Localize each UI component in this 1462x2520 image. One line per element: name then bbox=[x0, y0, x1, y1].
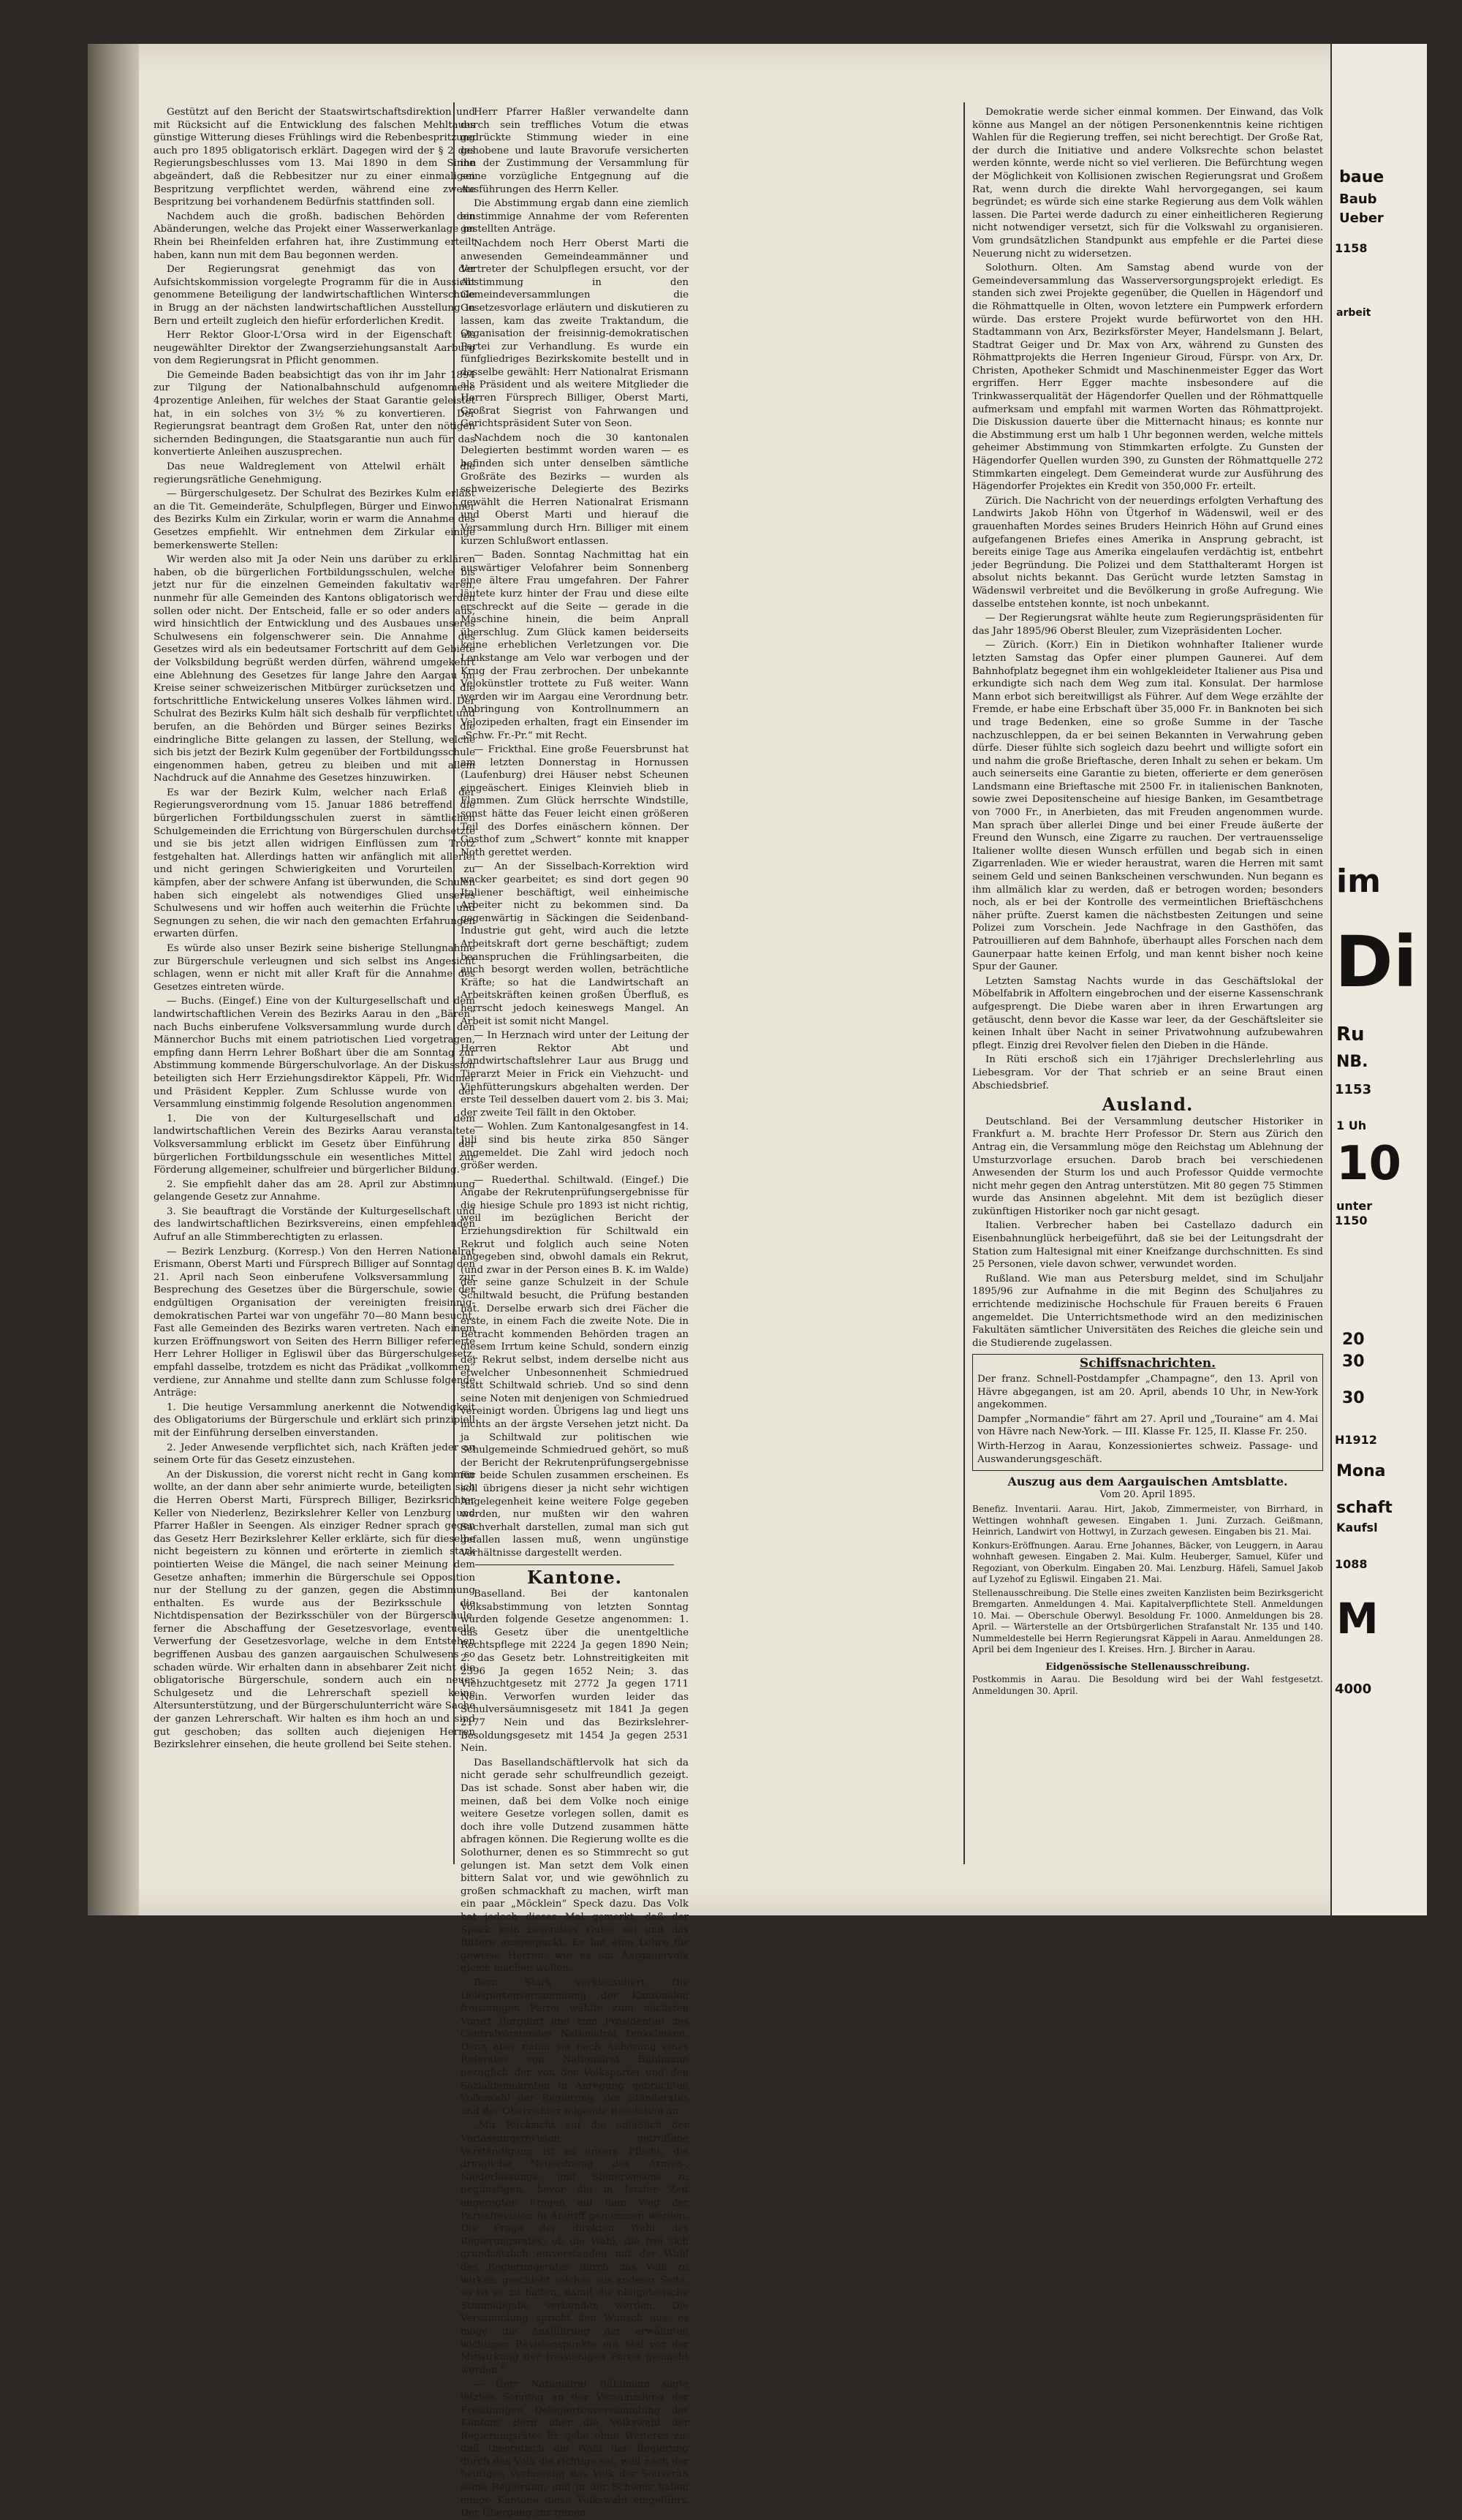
paragraph: Gestützt auf den Bericht der Staatswirtschaftsdirektion und mit Rücksicht auf die Entwicklung des falschen Mehltaues günstige Witterung dieses Frühlings wird die Rebenbespritzung auch pro 1895 obligatorisch erklärt. Dagegen wird der § 2 des Regierungsbeschlusses vom 13. Mai 1890 in dem Sinne abgeändert, daß die Rebbesitzer nur zu einer einmaligen Bespritzung verpflichtet werden, während eine zweite Bespritzung bei vorhandenem Bedürfnis stattfinden soll. bbox=[154, 107, 475, 208]
column-divider bbox=[963, 102, 965, 1864]
gazette-extract-date: Vom 20. April 1895. bbox=[1099, 1488, 1196, 1500]
advertisement-fragment: Baub bbox=[1339, 192, 1377, 207]
binding-gutter bbox=[88, 44, 139, 1915]
paragraph: Solothurn. Olten. Am Samstag abend wurde von der Gemeindeversammlung das Wasserversorgungsprojekt erledigt. Es standen sich zwei Projekte gegenüber, die Quellen in Hägendorf und die Röhmattquelle in Olten, wovon letztere ein Pumpwerk erfordern würde. Das erstere Projekt wurde befürwortet von den HH. Stadtammann von Arx, Bezirksförster Meyer, Handelsmann J. Belart, Stadtrat Geiger und Dr. Max von Arx, während zu Gunsten des Röhmattprojekts die Herren Ingenieur Giroud, Fürspr. von Arx, Dr. Christen, Apotheker Schmidt und Maschinenmeister Egger das Wort ergriffen. Herr Egger machte insbesondere auf die Trinkwasserqualität der Hägendorfer Quellen und der Röhmattquelle aufmerksam und empfahl mit warmen Worten das Röhmattprojekt. Die Diskussion dauerte über die Mitternacht hinaus; es konnte nur die Abstimmung erst um halb 1 Uhr begonnen werden, welche mittels geheimer Abstimmung von Stimmkarten erfolgte. Zu Gunsten der Hägendorfer Quellen wurden 390, zu Gunsten der Röhmattquelle 272 Stimmkarten eingelegt. Dem Gemeinderat wurde zur Ausführung des Hägendorfer Projektes ein Kredit von 350,000 Fr. erteilt. bbox=[972, 262, 1323, 493]
advertisement-fragment: NB. bbox=[1336, 1053, 1368, 1071]
paragraph: Es war der Bezirk Kulm, welcher nach Erlaß der Regierungsverordnung vom 15. Januar 1886 betreffend die bürgerlichen Fortbildungsschulen zuerst in sämtlichen Schulgemeinden die Errichtung von Bürgerschulen durchsetzte und sie bis jetzt allen widrigen Einflüssen zum Trotz festgehalten hat. Allerdings hatten wir anfänglich mit allerlei und nicht geringen Schwierigkeiten und Vorurteilen zu kämpfen, aber der schwere Anfang ist überwunden, die Schulen haben sich eingelebt als notwendiges Glied unseres Schulwesens und wir hoffen auch weiterhin die Früchte und Segnungen zu sehen, die wir nach den gemachten Erfahrungen erwarten dürfen. bbox=[154, 787, 475, 940]
section-heading-ausland: Ausland. bbox=[1102, 1094, 1194, 1116]
paragraph: Demokratie werde sicher einmal kommen. Der Einwand, das Volk könne aus Mangel an der nötigen Personenkenntnis keine richtigen Wahlen für die Regierung treffen, sei nicht berechtigt. Der Große Rat, der durch die Initiative und andere Volksrechte schon belastet werden könnte, werde nicht so viel verlieren. Die Befürchtung wegen der Möglichkeit von Kollisionen zwischen Regierungsrat und Großem Rat, wenn durch die direkte Wahl hervorgegangen, sei kaum begründet; es würde sich eine starke Regierung aus dem Volk wählen lassen. Die Partei werde dadurch zu einer einheitlicheren Regierung nicht notwendiger versetzt, sich für die Volkswahl zu organisieren. Vom grundsätzlichen Standpunkt aus empfehle er die Partei diese Neuerung nicht zu widersetzen. bbox=[972, 107, 1323, 260]
paragraph: — Wohlen. Zum Kantonalgesangfest in 14. Juli sind bis heute zirka 850 Sänger angemeldet. Die Zahl wird jedoch noch größer werden. bbox=[461, 1121, 689, 1172]
advertisement-fragment: 20 bbox=[1342, 1331, 1365, 1349]
paragraph: Das Basellandschäftlervolk hat sich da nicht gerade sehr schulfreundlich gezeigt. Das ist schade. Sonst aber haben wir, die meinen, daß bei dem Volke noch einige weitere Gesetze vorlegen sollen, damit es doch ihre volle Dutzend zusammen hätte abfragen können. Die Regierung wollte es die Solothurner, denen es so Stimmrecht so gut gelungen ist. Man setzt dem Volk einen bittern Salat vor, und wie gewöhnlich zu großen schmackhaft zu machen, wirft man ein paar „Möcklein“ Speck dazu. Das Volk hat jedoch dieses Mal gemerkt, daß der Speck kein besonders Gutes sei und das Bittere ausgespuckt. Es hat eine Lehre für gewisse Herren, wie es am Aargauervolk gleich machen wollen. bbox=[461, 1757, 689, 1975]
advertisement-fragment: 1150 bbox=[1335, 1214, 1368, 1227]
paragraph: — Zürich. (Korr.) Ein in Dietikon wohnhafter Italiener wurde letzten Samstag das Opfer einer plumpen Gaunerei. Auf dem Bahnhofplatz begegnet ihm ein wohlgekleideter Italiener aus Pisa und erkundigte sich nach dem Weg zum ital. Konsulat. Der harmlose Mann erbot sich bereitwilligst als Führer. Auf dem Wege erzählte der Fremde, er habe eine Erbschaft über 35,000 Fr. in Banknoten bei sich und trage Bedenken, eine so große Summe in der Tasche nachzuschleppen, da er bei seinen Bekannten in Verwahrung geben dürfe. Dieser fühlte sich sogleich dazu beehrt und willigte sofort ein und nahm die große Brieftasche, deren Inhalt zu sehen er bekam. Um auch seinerseits eine Garantie zu bieten, offerierte er dem generösen Landsmann eine Brieftasche mit 2500 Fr. in italienischen Banknoten, sowie zwei Depositenscheine auf hiesige Banken, im Gesamtbetrage von 7000 Fr., in Anerbieten, das mit Freuden angenommen wurde. Man sprach über allerlei Dinge und bei einer Freude äußerte der Freund den Wunsch, eine Zigarre zu rauchen. Der vertrauensselige Italiener wollte diesen Wunsch erfüllen und begab sich in einen Zigarrenladen. Wie er wieder heraustrat, waren die Herren mit samt seinem Geld und seinen Bankscheinen verschwunden. Nun begann es ihm allmälich klar zu werden, daß er betrogen worden; besonders noch, als er bei der Kontrolle des vermeintlichen Brieftäschchens näher prüfte. Zuerst kamen die nächstbesten Zeitungen und seine Polizei zum Vorschein. Jede Nachfrage in den Gasthöfen, das Patrouillieren auf dem Bahnhofe, überhaupt alles Forschen nach dem Gaunerpaar hatte keinen Erfolg, und man kennt bisher noch keine Spur der Gauner. bbox=[972, 640, 1323, 973]
advertisement-fragment: baue bbox=[1339, 168, 1385, 186]
paragraph: „Mit Rücksicht auf die anläßlich der Verfassungsrevision getroffene Verständigung ist es unsere Pflicht, die dringliche Neuordnung des Armen-, Niederlassungs- und Steuerwesens zu begünstigen, bevor die in letzter Zeit angeregten Fragen auf dem Weg der Partialrevision in Angriff genommen werden. Die Frage der direkten Wahl des Regierungsrates, ob die Wahl, die frei sich grundsätzlich einverstanden mit der Wahl des Regierungsrates durch das Volk zu wirken, geschieht solches aus anderer Seite, so ist es zu halten, damit die obligatorische Stimmabgabe verbunden werden. Die Versammlung spricht den Wunsch aus, es möge die Ausführung der erwähnten wichtigen Revisionspunkte ein Mal vor der Mitwirkung der freisinnigen Partei gemacht werden.“ bbox=[461, 2120, 689, 2376]
paragraph: — Buchs. (Eingef.) Eine von der Kulturgesellschaft und dem landwirtschaftlichen Verein des Bezirks Aarau in den „Bären“ nach Buchs einberufene Volksversammlung wurde durch den Männerchor Buchs mit einem patriotischen Lied vorgetragen, empfing dann Herrn Lehrer Boßhart über die am Sonntag zur Abstimmung kommende Bürgerschulvorlage. An der Diskussion beteiligten sich Herr Erziehungsdirektor Käppeli, Pfr. Widmer und Präsident Keppler. Zum Schlusse wurde von der Versammlung einstimmig folgende Resolution angenommen: bbox=[154, 996, 475, 1110]
paragraph: An der Diskussion, die vorerst nicht recht in Gang kommen wollte, an der dann aber sehr animierte wurde, beteiligten sich die Herren Oberst Marti, Fürsprech Billiger, Bezirksrichter Keller von Niederlenz, Bezirkslehrer Keller von Lenzburg und Pfarrer Haßler in Seengen. Als einziger Redner sprach gegen das Gesetz Herr Bezirkslehrer Keller erklärte, sich für dieselbe nicht begeistern zu können und erörterte in ziemlich stark pointierten Weise die Mängel, die nach seiner Meinung dem Gesetze anhaften; immerhin die Bürgerschule sei Opposition nur der Stellung zu der ganzen, gegen die Abstimmung enthalten. Es wurde aus der Bezirksschule die Nichtdispensation der Bezirksschüler von der Bürgerschule, ferner die Abschaffung der Gesetzesvorlage, eventuelle Verwerfung der Gesetzesvorlage, welche in dem Entstehen begriffenen Ausbau des ganzen aargauischen Schulwesens so schaden würde. Wir erhalten dann in absehbarer Zeit nicht die obligatorische Bürgerschule, sondern auch ein neues Schulgesetz und die Lehrerschaft speziell keine Altersunterstützung, und der Bürgerschulunterricht wäre Sache der ganzen Lehrerschaft. Wir halten es ihm hoch an und sind gut geschoben; das sollten auch diejenigen Herren Bezirkslehrer einsehen, die heute grollend bei Seite stehen. bbox=[154, 1469, 475, 1751]
paragraph: — Frickthal. Eine große Feuersbrunst hat am letzten Donnerstag in Hornussen (Laufenburg) drei Häuser nebst Scheunen eingeäschert. Einiges Kleinvieh blieb in Flammen. Zum Glück herrschte Windstille, sonst hätte das Feuer leicht einen größeren Teil des Dorfes einäschern können. Der Gasthof zum „Schwert“ konnte mit knapper Noth gerettet werden. bbox=[461, 744, 689, 858]
advertisement-fragment: Kaufsl bbox=[1336, 1521, 1378, 1535]
advertisement-fragment: 1 Uh bbox=[1336, 1119, 1367, 1132]
advertisement-fragment: Ueber bbox=[1339, 211, 1384, 226]
paragraph: — An der Sisselbach-Korrektion wird wacker gearbeitet; es sind dort gegen 90 Italiener beschäftigt, weil einheimische Arbeiter nicht zu bekommen sind. Da gegenwärtig in Säckingen die Seidenband-Industrie gut geht, wird auch die letzte Arbeitskraft dort gerne beschäftigt; zudem beanspruchen die Frühlingsarbeiten, die auch besorgt werden wollen, beträchtliche Kräfte; so hat die Landwirtschaft an Arbeitskräften keinen großen Überfluß, es herrscht jedoch keineswegs Mangel. An Arbeit ist somit nicht Mangel. bbox=[461, 861, 689, 1027]
advertisement-fragment: 30 bbox=[1342, 1389, 1365, 1407]
advertisement-fragment: H1912 bbox=[1335, 1433, 1377, 1447]
paragraph: Italien. Verbrecher haben bei Castellazo dadurch ein Eisenbahnunglück herbeigeführt, daß sie bei der Leitungsdraht der Station zum Haltesignal mit einer Kneifzange durchschnitten. Es sind 25 Personen, viele davon schwer, verwundet worden. bbox=[972, 1220, 1323, 1271]
paragraph: Baselland. Bei der kantonalen Volksabstimmung von letzten Sonntag wurden folgende Gesetze angenommen: 1. das Gesetz über die unentgeltliche Rechtspflege mit 2224 Ja gegen 1890 Nein; 2. das Gesetz betr. Lohnstreitigkeiten mit 2396 Ja gegen 1652 Nein; 3. das Viehzuchtgesetz mit 2772 Ja gegen 1711 Nein. Verworfen wurden leider das Schulversäumnisgesetz mit 1841 Ja gegen 2177 Nein und das Bezirkslehrer-Besoldungsgesetz mit 1454 Ja gegen 2531 Nein. bbox=[461, 1589, 689, 1755]
column-3 bbox=[972, 106, 1323, 1699]
paragraph: 3. Sie beauftragt die Vorstände der Kulturgesellschaft und des landwirtschaftlichen Bezirksvereins, einen empfehlenden Aufruf an alle Stimmberechtigten zu erlassen. bbox=[154, 1206, 475, 1244]
paragraph: Konkurs-Eröffnungen. Aarau. Erne Johannes, Bäcker, von Leuggern, in Aarau wohnhaft gewesen. Eingaben 2. Mai. Kulm. Heuberger, Samuel, Küfer und Regoziant, von Oberkulm. Eingaben 20. Mai. Lenzburg. Häfeli, Samuel Jakob auf Lyzehof zu Egliswil. Eingaben 21. Mai. bbox=[972, 1540, 1323, 1585]
gazette-items bbox=[972, 1504, 1323, 1697]
paragraph: Rußland. Wie man aus Petersburg meldet, sind im Schuljahr 1895/96 zur Aufnahme in die mit Beginn des Schuljahres zu errichtende medizinische Hochschule für Frauen bereits 6 Frauen angemeldet. Die Unterrichtsmethode wird an den medizinischen Fakultäten sämtlicher Universitäten des Reiches die gleiche sein und die Studierende zugelassen. bbox=[972, 1273, 1323, 1349]
advertisement-fragment: 1153 bbox=[1335, 1082, 1372, 1097]
paragraph: Zürich. Die Nachricht von der neuerdings erfolgten Verhaftung des Landwirts Jakob Höhn von Ütgerhof in Wädenswil, weil er des grauenhaften Mordes seines Bruders Heinrich Höhn auf Grund eines aufgefangenen Briefes eines Amerika in Ansprung gebracht, ist bereits einige Tage aus Amerika eingelaufen verdächtig ist, entbehrt jeder Begründung. Die Polizei und dem Statthalteramt Horgen ist absolut nichts bekannt. Das Gerücht wurde letzten Samstag in Wädenswil verbreitet und die Bevölkerung in große Aufregung. Wie dasselbe entstehen konnte, ist noch unbekannt. bbox=[972, 495, 1323, 610]
paragraph: Benefiz. Inventarii. Aarau. Hirt, Jakob, Zimmermeister, von Birrhard, in Wettingen wohnhaft gewesen. Eingaben 1. Juni. Zurzach. Geißmann, Heinrich, Landwirt von Hottwyl, in Zurzach gewesen. Eingaben bis 21. Mai. bbox=[972, 1504, 1323, 1537]
paragraph: Letzten Samstag Nachts wurde in das Geschäftslokal der Möbelfabrik in Affoltern eingebrochen und der eiserne Kassenschrank aufgesprengt. Die Diebe waren aber in ihren Erwartungen arg getäuscht, denn bevor die Kasse war leer, da der Geschäftsleiter sie keinen Inhalt über Nacht in seiner Privatwohnung aufzubewahren pflegt. Einzig drei Revolver fielen den Dieben in die Hände. bbox=[972, 975, 1323, 1051]
paragraph: — Ruederthal. Schiltwald. (Eingef.) Die Angabe der Rekrutenprüfungsergebnisse für die hiesige Schule pro 1893 ist nicht richtig, weil im bezüglichen Bericht der Erziehungsdirektion für Schiltwald ein Rekrut und folglich auch seine Noten angegeben sind, obwohl damals ein Rekrut, (und zwar in der Person eines B. K. im Walde) der seine ganze Schulzeit in der Schule Schiltwald besucht, die Prüfung bestanden hat. Derselbe erwarb sich drei Fächer die erste, in einem Fach die zweite Note. Die in Betracht kommenden Behörden tragen an diesem Irrtum keine Schuld, sondern einzig der Rekrut selbst, indem derselbe nicht aus etwelcher Unbesonnenheit Schmiedrued statt Schiltwald schrieb. Und so sind denn seine Noten mit denjenigen von Schmiedrued vereinigt worden. Übrigens lag und liegt uns nichts an der ärgste Versehen jetzt nicht. Da ja Schiltwald zur politischen wie Schulgemeinde Schmiedrued gehört, so muß der Bericht der Rekrutenprüfungsergebnisse für beide Schulen zusammen erscheinen. Es soll übrigens dieser ja nicht sehr wichtigen Angelegenheit keine weitere Folge gegeben werden, nur mußten wir den wahren Sachverhalt darstellen, zumal man sich gut gefallen lassen muß, wenn ungünstige Verhältnisse dargestellt werden. bbox=[461, 1174, 689, 1559]
paragraph: 2. Sie empfiehlt daher das am 28. April zur Abstimmung gelangende Gesetz zur Annahme. bbox=[154, 1178, 475, 1203]
paragraph: Wirth-Herzog in Aarau, Konzessioniertes schweiz. Passage- und Auswanderungsgeschäft. bbox=[977, 1440, 1318, 1465]
paragraph: — In Herznach wird unter der Leitung der Herren Rektor Abt und Landwirtschaftslehrer Laur aus Brugg und Tierarzt Meier in Frick ein Viehzucht- und Viehfütterungskurs abgehalten werden. Der erste Teil desselben dauert vom 2. bis 3. Mai; der zweite Teil fällt in den Oktober. bbox=[461, 1030, 689, 1119]
advertisement-fragment: 30 bbox=[1342, 1352, 1365, 1371]
advertisement-fragment: im bbox=[1336, 863, 1381, 900]
paragraph: Nachdem noch die 30 kantonalen Delegierten bestimmt worden waren — es befinden sich unter denselben sämtliche Großräte des Bezirks — wurden als schweizerische Delegierte des Bezirks gewählt die Herren Nationalrat Erismann und Oberst Marti und hierauf die Versammlung durch Hrn. Billiger mit einem kurzen Schlußwort entlassen. bbox=[461, 432, 689, 547]
paragraph: — Herr Nationalrat Bühlmann sagte letzten Sonntag an der Versammlung der Freisinnigen Delegiertenversammlung des Kantons Bern über die Volkswahl der Regierungsräte: Er gebe ohne Weiteres zu, daß theoretisch die Wahl der Regierung durch das Volk die richtige sei, weil nach der heutigen Verfassung das Volk der Souverän seine Regierung, und in der Schweiz haben einige Kantone diese Volkswahl eingeführt. Der Übergang zur reinen bbox=[461, 2379, 689, 2519]
column-1 bbox=[154, 106, 475, 1753]
paragraph: Die Abstimmung ergab dann eine ziemlich einstimmige Annahme der vom Referenten gestellten Anträge. bbox=[461, 198, 689, 235]
column-2 bbox=[461, 106, 689, 2519]
advertisement-fragment: schaft bbox=[1336, 1499, 1393, 1517]
advertisement-fragment: arbeit bbox=[1336, 307, 1371, 319]
paragraph: Der Regierungsrat genehmigt das von der Aufsichtskommission vorgelegte Programm für die in Aussicht genommene Beteiligung der landwirtschaftlichen Winterschule in Brugg an der nächsten landwirtschaftlichen Ausstellung in Bern und erteilt zugleich den hiefür erforderlichen Kredit. bbox=[154, 264, 475, 327]
paragraph: Bern. Stark verklausuliert. Die Delegiertenversammlung der Kantonalen freisinnigen Partei wählte zum nächsten Vorort Burgdorf und zum Präsidenten des Centralvorstandes Nationalrat Dinkelmann. Dann aber nahm sie nach Anhörung eines Referates von Nationalrat Bühlmann bezüglich der von der Volkspartei und den Sozialdemokraten in Anregung gebrachten Volkswahl der Regierung, des Ständerates und der Oberrichter folgende Resolution an: bbox=[461, 1977, 689, 2117]
federal-vacancy-title: Eidgenössische Stellenausschreibung. bbox=[1045, 1661, 1250, 1673]
advertisement-fragment: 1088 bbox=[1335, 1557, 1368, 1571]
paragraph: Nachdem noch Herr Oberst Marti die anwesenden Gemeindeammänner und Vertreter der Schulpflegen ersucht, vor der Abstimmung in den Gemeindeversammlungen die Gesetzesvorlage erläutern und diskutieren zu lassen, kam das zweite Traktandum, die Organisation der freisinnig-demokratischen Partei zur Verhandlung. Es wurde ein fünfgliedriges Bezirkskomite bestellt und in dasselbe gewählt: Herr Nationalrat Erismann als Präsident und als weitere Mitglieder die Herren Fürsprech Billiger, Oberst Marti, Großrat Siegrist von Fahrwangen und Gerichtspräsident Suter von Seon. bbox=[461, 238, 689, 430]
paragraph: Die Gemeinde Baden beabsichtigt das von ihr im Jahr 1894 zur Tilgung der Nationalbahnschuld aufgenommene 4prozentige Anleihen, für welches der Staat Garantie geleistet hat, in ein solches von 3½ % zu konvertieren. Der Regierungsrat beantragt dem Großen Rat, unter den nötigen sichernden Bedingungen, die Staatsgarantie nun auch für das konvertierte Anleihen auszusprechen. bbox=[154, 369, 475, 458]
advertisement-fragment: Ru bbox=[1336, 1023, 1365, 1045]
paragraph: Wir werden also mit Ja oder Nein uns darüber zu erklären haben, ob die bürgerlichen Fortbildungsschulen, welche bis jetzt nur für die einzelnen Gemeinden fakultativ waren, nunmehr für alle Gemeinden des Kantons obligatorisch werden sollen oder nicht. Der Entscheid, falle er so oder anders aus, wird hinsichtlich der Entwicklung und des Ausbaues unseres Schulwesens ein folgenschwerer sein. Die Annahme des Gesetzes wird als ein bedeutsamer Fortschritt auf dem Gebiete der Volksbildung begrüßt werden dürfen, während umgekehrt eine Ablehnung des Gesetzes für lange Jahre den Aargau im Kreise seiner schweizerischen Mitbürger zurücksetzen und die fortschrittliche Entwickelung unseres Volkes lähmen wird. Der Schulrat des Bezirks Kulm hält sich deshalb für verpflichtet und berufen, an die Behörden und Bürger seines Bezirks die eindringliche Bitte gelangen zu lassen, der Stellung, welche sich bis jetzt der Bezirk Kulm gegenüber der Fortbildungsschule eingenommen haben, getreu zu bleiben und mit allem Nachdruck auf die Annahme des Gesetzes hinzuwirken. bbox=[154, 554, 475, 784]
advertisement-fragment: M bbox=[1336, 1594, 1379, 1643]
shipping-notice-title: Schiffsnachrichten. bbox=[1079, 1356, 1216, 1371]
paragraph: Dampfer „Normandie“ fährt am 27. April und „Touraine“ am 4. Mai von Hävre nach New-York. — III. Klasse Fr. 125, II. Klasse Fr. 250. bbox=[977, 1413, 1318, 1438]
advertisement-fragment: Mona bbox=[1336, 1462, 1386, 1480]
paragraph: Nachdem auch die großh. badischen Behörden den Abänderungen, welche das Projekt einer Wasserwerkanlage im Rhein bei Rheinfelden erfahren hat, ihre Zustimmung erteilt haben, kann nun mit dem Bau begonnen werden. bbox=[154, 211, 475, 261]
section-heading-kantone: Kantone. bbox=[526, 1566, 623, 1588]
paragraph: — Baden. Sonntag Nachmittag hat ein auswärtiger Velofahrer beim Sonnenberg eine ältere Frau umgefahren. Der Fahrer läutete kurz hinter der Frau und diese eilte erschreckt auf die Seite — gerade in die Maschine hinein, die beim Anprall überschlug. Zum Glück kamen beiderseits keine erheblichen Verletzungen vor. Die Lenkstange am Velo war verbogen und der Krug der Frau zerbrochen. Der unbekannte Velokünstler trottete zu Fuß weiter. Wann werden wir im Aargau eine Verordnung betr. Anbringung von Kontrollnummern an Velozipeden erhalten, fragt ein Einsender im „Schw. Fr.-Pr.“ mit Recht. bbox=[461, 550, 689, 741]
shipping-notice-box bbox=[972, 1354, 1323, 1471]
gazette-extract-title: Auszug aus dem Aargauischen Amtsblatte. bbox=[1007, 1475, 1288, 1489]
paragraph: Deutschland. Bei der Versammlung deutscher Historiker in Frankfurt a. M. brachte Herr Professor Dr. Stern aus Zürich den Antrag ein, die Versammlung möge den Reichstag um Ablehnung der Umsturzvorlage ersuchen. Darob brach bei verschiedenen Anwesenden der Sturm los und auch Professor Quidde vermochte nicht mehr gegen den Antrag unterstützen. Mit 80 gegen 75 Stimmen wurde das Ansinnen abgelehnt. Mit dem ist bezüglich dieser zukünftigen Historiker noch gar nicht gesagt. bbox=[972, 1116, 1323, 1217]
paragraph: Das neue Waldreglement von Attelwil erhält die regierungsrätliche Genehmigung. bbox=[154, 461, 475, 485]
paragraph: Der franz. Schnell-Postdampfer „Champagne“, den 13. April von Hävre abgegangen, ist am 20. April, abends 10 Uhr, in New-York angekommen. bbox=[977, 1374, 1318, 1411]
paragraph: Es würde also unser Bezirk seine bisherige Stellungnahme zur Bürgerschule verleugnen und sich selbst ins Angesicht schlagen, wenn er nicht mit aller Kraft für die Annahme des Gesetzes eintreten würde. bbox=[154, 943, 475, 993]
paragraph: Herr Rektor Gloor-L'Orsa wird in der Eigenschaft als neugewählter Direktor der Zwangserziehungsanstalt Aarburg von dem Regierungsrat in Pflicht genommen. bbox=[154, 330, 475, 367]
paragraph: Herr Pfarrer Haßler verwandelte dann durch sein treffliches Votum die etwas gedrückte Stimmung wieder in eine gehobene und laute Bravorufe versicherten ihn der Zustimmung der Versammlung für seine vorzügliche Entgegnung auf die Ausführungen des Herrn Keller. bbox=[461, 107, 689, 195]
adjacent-page-edge bbox=[1330, 44, 1427, 1915]
paragraph: — Bürgerschulgesetz. Der Schulrat des Bezirkes Kulm erläßt an die Tit. Gemeinderäte, Schulpflegen, Bürger und Einwohner des Bezirks Kulm ein Zirkular, worin er warm die Annahme des Gesetzes empfiehlt. Wir entnehmen dem Zirkular einige bemerkenswerte Stellen: bbox=[154, 488, 475, 551]
paragraph: 1. Die von der Kulturgesellschaft und dem landwirtschaftlichen Verein des Bezirks Aarau veranstaltete Volksversammlung erblickt im Gesetz über Einführung der bürgerlichen Fortbildungsschule ein wesentliches Mittel zur Förderung allgemeiner, schulfreier und bürgerlicher Bildung. bbox=[154, 1113, 475, 1176]
advertisement-fragment: 1158 bbox=[1335, 241, 1368, 255]
paragraph: — Der Regierungsrat wählte heute zum Regierungspräsidenten für das Jahr 1895/96 Oberst Bleuler, zum Vizepräsidenten Locher. bbox=[972, 613, 1323, 637]
advertisement-fragment: 10 bbox=[1336, 1137, 1402, 1191]
paragraph: — Bezirk Lenzburg. (Korresp.) Von den Herren Nationalrat Erismann, Oberst Marti und Fürsprech Billiger auf Sonntag den 21. April nach Seon einberufene Volksversammlung zur Besprechung des Gesetzes über die Bürgerschule, sowie der endgültigen Organisation der vereinigten freisinnig-demokratischen Partei war von ungefähr 70—80 Mann besucht. Fast alle Gemeinden des Bezirks waren vertreten. Nach einem kurzen Eröffnungswort von Seiten des Herrn Billiger referierte Herr Lehrer Holliger in Egliswil über das Bürgerschulgesetz, empfahl dasselbe, trotzdem es nicht das Prädikat „vollkommen“ verdiene, zur Annahme und stellte dann zum Schlusse folgende Anträge: bbox=[154, 1246, 475, 1399]
advertisement-fragment: 4000 bbox=[1335, 1681, 1372, 1697]
advertisement-fragment: unter bbox=[1336, 1199, 1373, 1213]
paragraph: 1. Die heutige Versammlung anerkennt die Notwendigkeit des Obligatoriums der Bürgerschule und erklärt sich prinzipiell mit der Einführung derselben einverstanden. bbox=[154, 1401, 475, 1439]
paragraph: 2. Jeder Anwesende verpflichtet sich, nach Kräften jeder an seinem Orte für das Gesetz einzustehen. bbox=[154, 1442, 475, 1467]
paragraph: Postkommis in Aarau. Die Besoldung wird bei der Wahl festgesetzt. Anmeldungen 30. April. bbox=[972, 1674, 1323, 1696]
paragraph: Stellenausschreibung. Die Stelle eines zweiten Kanzlisten beim Bezirksgericht Bremgarten. Anmeldungen 4. Mai. Kapitalverpflichtete Stell. Anmeldungen 10. Mai. — Oberschule Oberwyl. Besoldung Fr. 1000. Anmeldungen bis 28. April. — Wärterstelle an der Ortsbürgerlichen Strafanstalt Nr. 135 und 140. Nummeldestelle bei Herrn Regierungsrat Käppeli in Aarau. Anmeldungen 28. April bei dem Ingenieur des I. Kreises. Hrn. J. Bircher in Aarau. bbox=[972, 1587, 1323, 1655]
paragraph: In Rüti erschoß sich ein 17jähriger Drechslerlehrling aus Liebesgram. Vor der That schrieb er an seine Braut einen Abschiedsbrief. bbox=[972, 1054, 1323, 1091]
separator-rule bbox=[475, 1564, 674, 1565]
advertisement-fragment: Di bbox=[1335, 921, 1417, 1003]
